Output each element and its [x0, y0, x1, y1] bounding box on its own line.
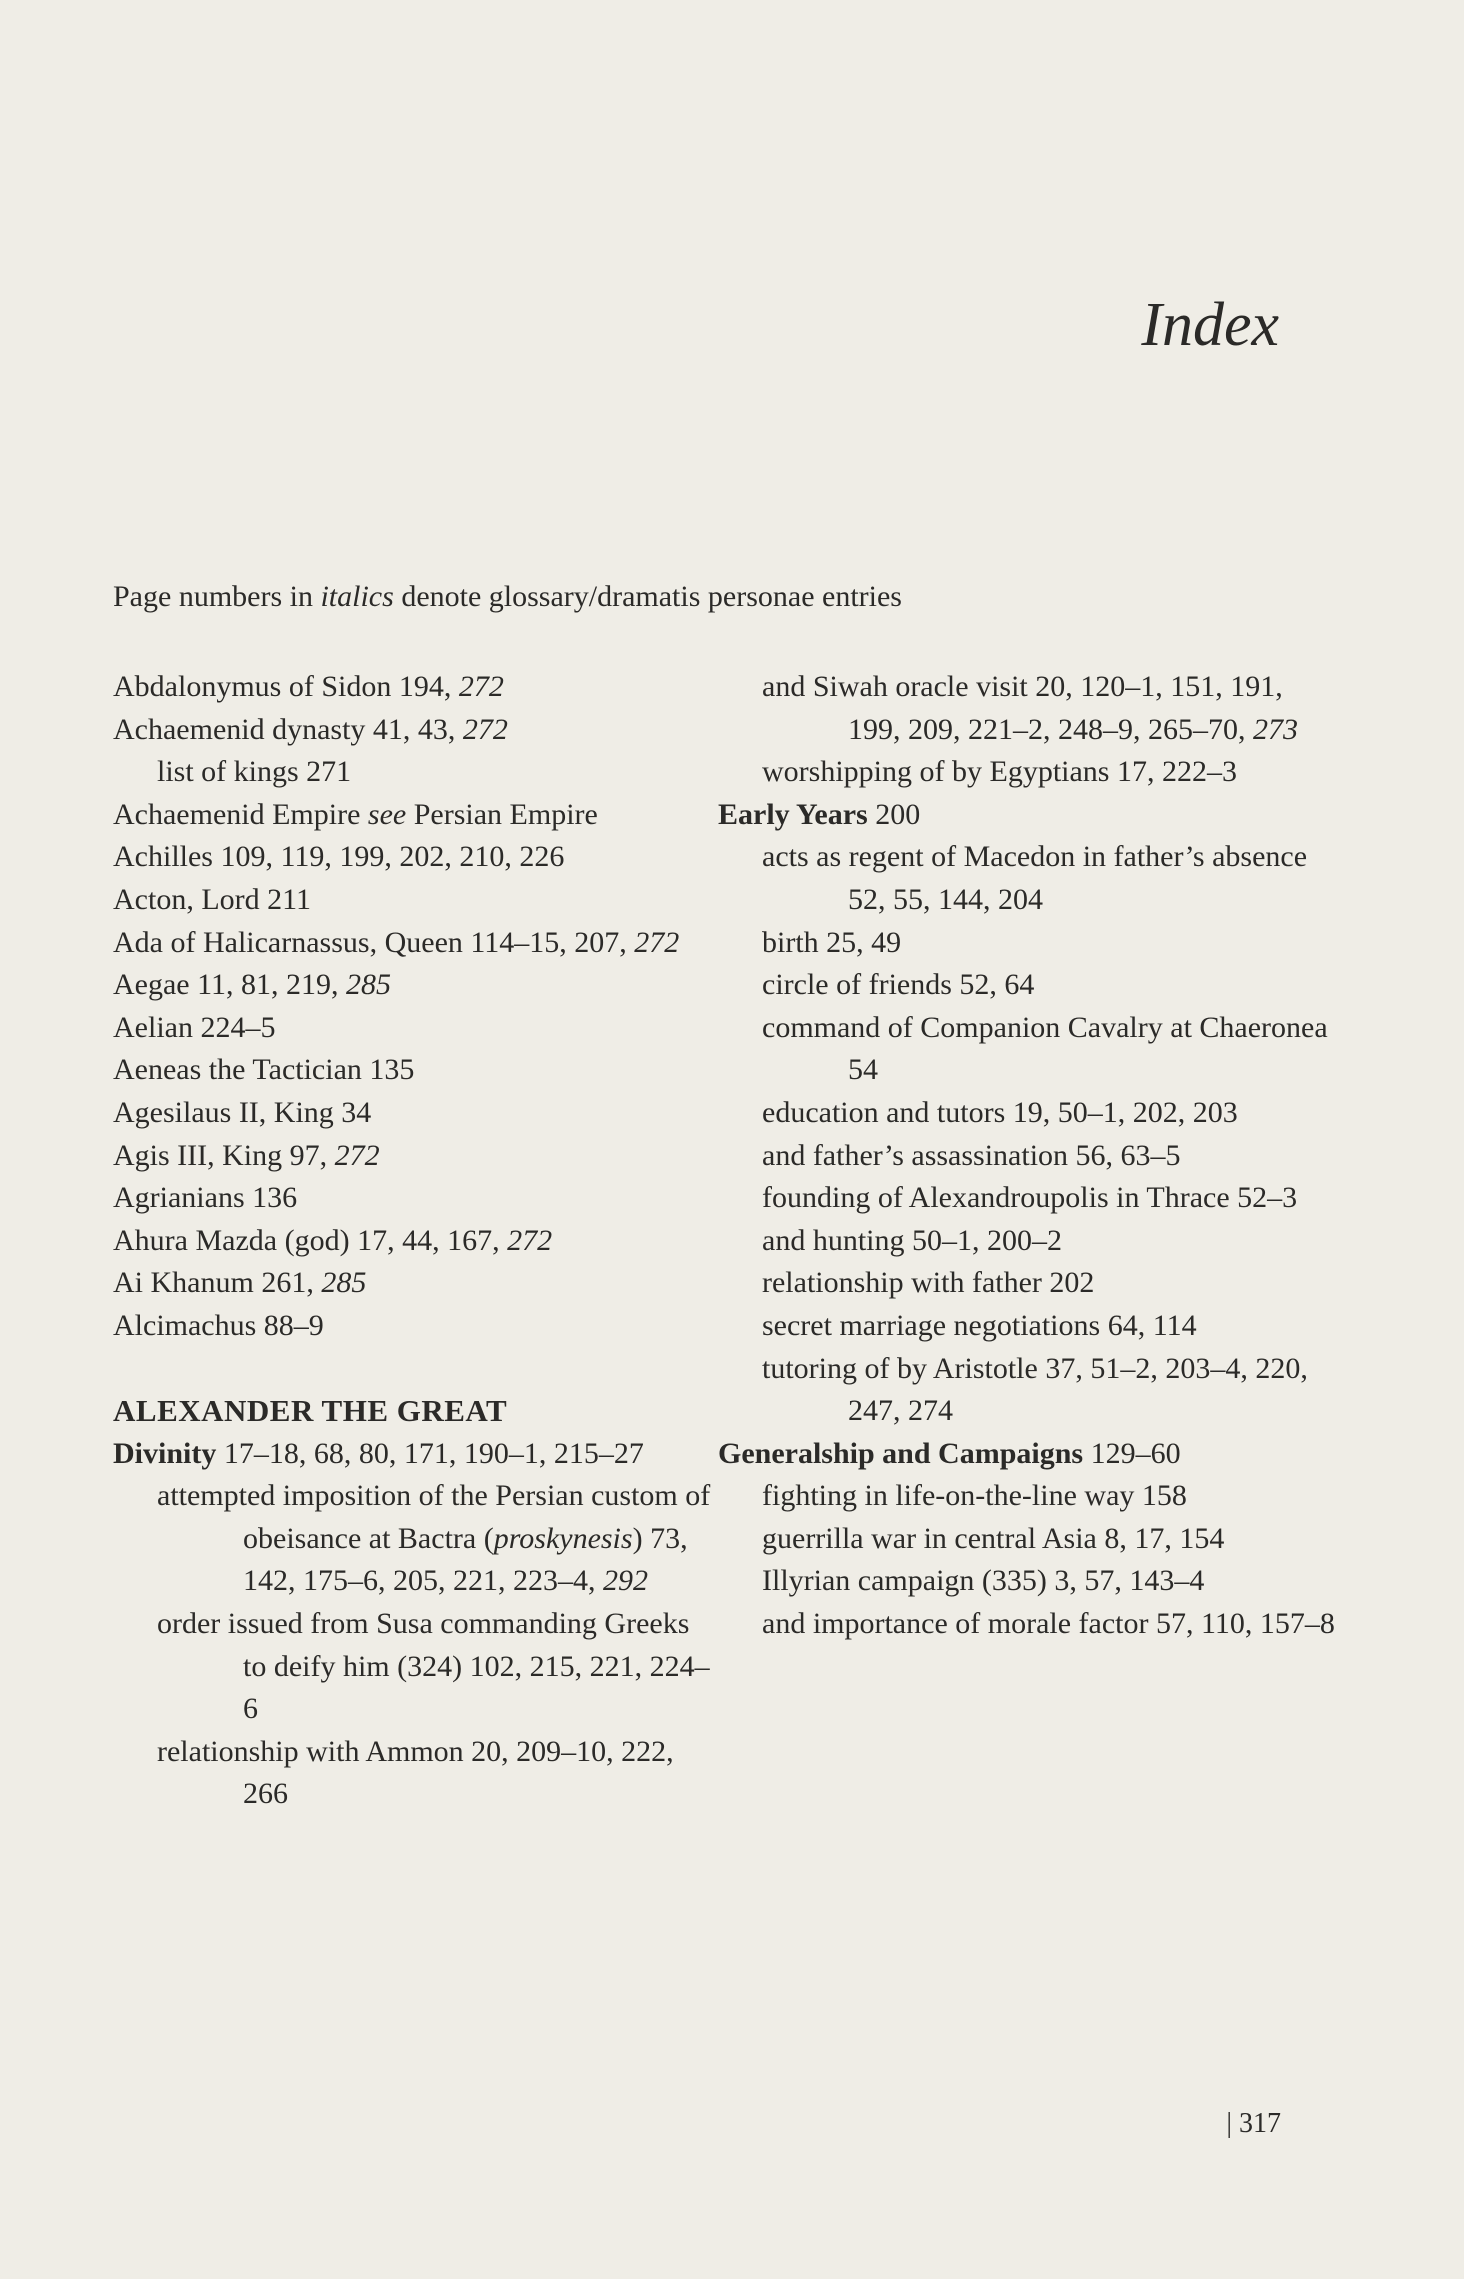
index-subentry: fighting in life-on-the-line way 158	[762, 1479, 1187, 1513]
left-column	[113, 666, 713, 1816]
index-entry: Aegae 11, 81, 219, 285	[113, 968, 391, 1002]
index-subentry: circle of friends 52, 64	[762, 968, 1035, 1002]
index-subentry: secret marriage negotiations 64, 114	[762, 1308, 1197, 1342]
index-subentry: acts as regent of Macedon in father’s absence 52, 55, 144, 204	[762, 840, 1308, 916]
index-entry: Aelian 224–5	[113, 1010, 276, 1044]
note-text-start: Page numbers in	[113, 580, 321, 613]
index-subentry: list of kings 271	[157, 755, 352, 789]
page-number: | 317	[1226, 2108, 1281, 2139]
index-subentry: birth 25, 49	[762, 925, 902, 959]
right-column	[718, 666, 1338, 1646]
page-title: Index	[1141, 291, 1279, 359]
index-entry: Agesilaus II, King 34	[113, 1095, 372, 1129]
index-entry-generalship: Generalship and Campaigns 129–60	[718, 1436, 1181, 1470]
index-subentry: and importance of morale factor 57, 110, 157–8	[762, 1607, 1335, 1641]
index-subentry: attempted imposition of the Persian custom of obeisance at Bactra (proskynesis) 73, 142, 175–6, 205, 221, 223–4, 292	[157, 1479, 711, 1598]
index-entry: Ahura Mazda (god) 17, 44, 167, 272	[113, 1223, 553, 1257]
index-entry: Aeneas the Tactician 135	[113, 1053, 415, 1087]
index-subentry: relationship with father 202	[762, 1266, 1095, 1300]
index-subentry: and Siwah oracle visit 20, 120–1, 151, 191, 199, 209, 221–2, 248–9, 265–70, 273	[762, 670, 1298, 746]
index-entry: Abdalonymus of Sidon 194, 272	[113, 670, 504, 703]
section-heading: ALEXANDER THE GREAT	[113, 1393, 508, 1429]
index-subentry: tutoring of by Aristotle 37, 51–2, 203–4, 220, 247, 274	[762, 1351, 1308, 1428]
index-subentry: command of Companion Cavalry at Chaeronea 54	[762, 1010, 1328, 1087]
index-subentry: order issued from Susa commanding Greeks to deify him (324) 102, 215, 221, 224–6	[157, 1607, 710, 1726]
note-text-end: denote glossary/dramatis personae entries	[393, 580, 902, 613]
index-entry: Achaemenid dynasty 41, 43, 272	[113, 712, 508, 746]
index-entry: Achilles 109, 119, 199, 202, 210, 226	[113, 840, 565, 874]
index-subentry: and father’s assassination 56, 63–5	[762, 1138, 1181, 1172]
index-subentry: education and tutors 19, 50–1, 202, 203	[762, 1095, 1238, 1129]
note-italics-word: italics	[320, 580, 394, 613]
index-subentry: worshipping of by Egyptians 17, 222–3	[762, 755, 1237, 789]
index-entry: Agrianians 136	[113, 1181, 298, 1215]
index-entry: Acton, Lord 211	[113, 882, 312, 916]
index-subentry: Illyrian campaign (335) 3, 57, 143–4	[762, 1564, 1205, 1598]
italics-note	[113, 580, 1313, 614]
index-entry: Ai Khanum 261, 285	[113, 1266, 367, 1300]
index-entry-early-years: Early Years 200	[718, 797, 921, 831]
index-subentry: relationship with Ammon 20, 209–10, 222, 266	[157, 1734, 674, 1811]
index-entry: Agis III, King 97, 272	[113, 1138, 380, 1172]
index-subentry: founding of Alexandroupolis in Thrace 52–3	[762, 1181, 1298, 1215]
index-entry: Alcimachus 88–9	[113, 1308, 324, 1342]
index-entry-divinity: Divinity 17–18, 68, 80, 171, 190–1, 215–27	[113, 1436, 644, 1470]
index-entry: Achaemenid Empire see Persian Empire	[113, 797, 598, 831]
index-subentry: guerrilla war in central Asia 8, 17, 154	[762, 1521, 1225, 1555]
index-entry: Ada of Halicarnassus, Queen 114–15, 207, 272	[113, 925, 680, 959]
index-subentry: and hunting 50–1, 200–2	[762, 1223, 1062, 1257]
